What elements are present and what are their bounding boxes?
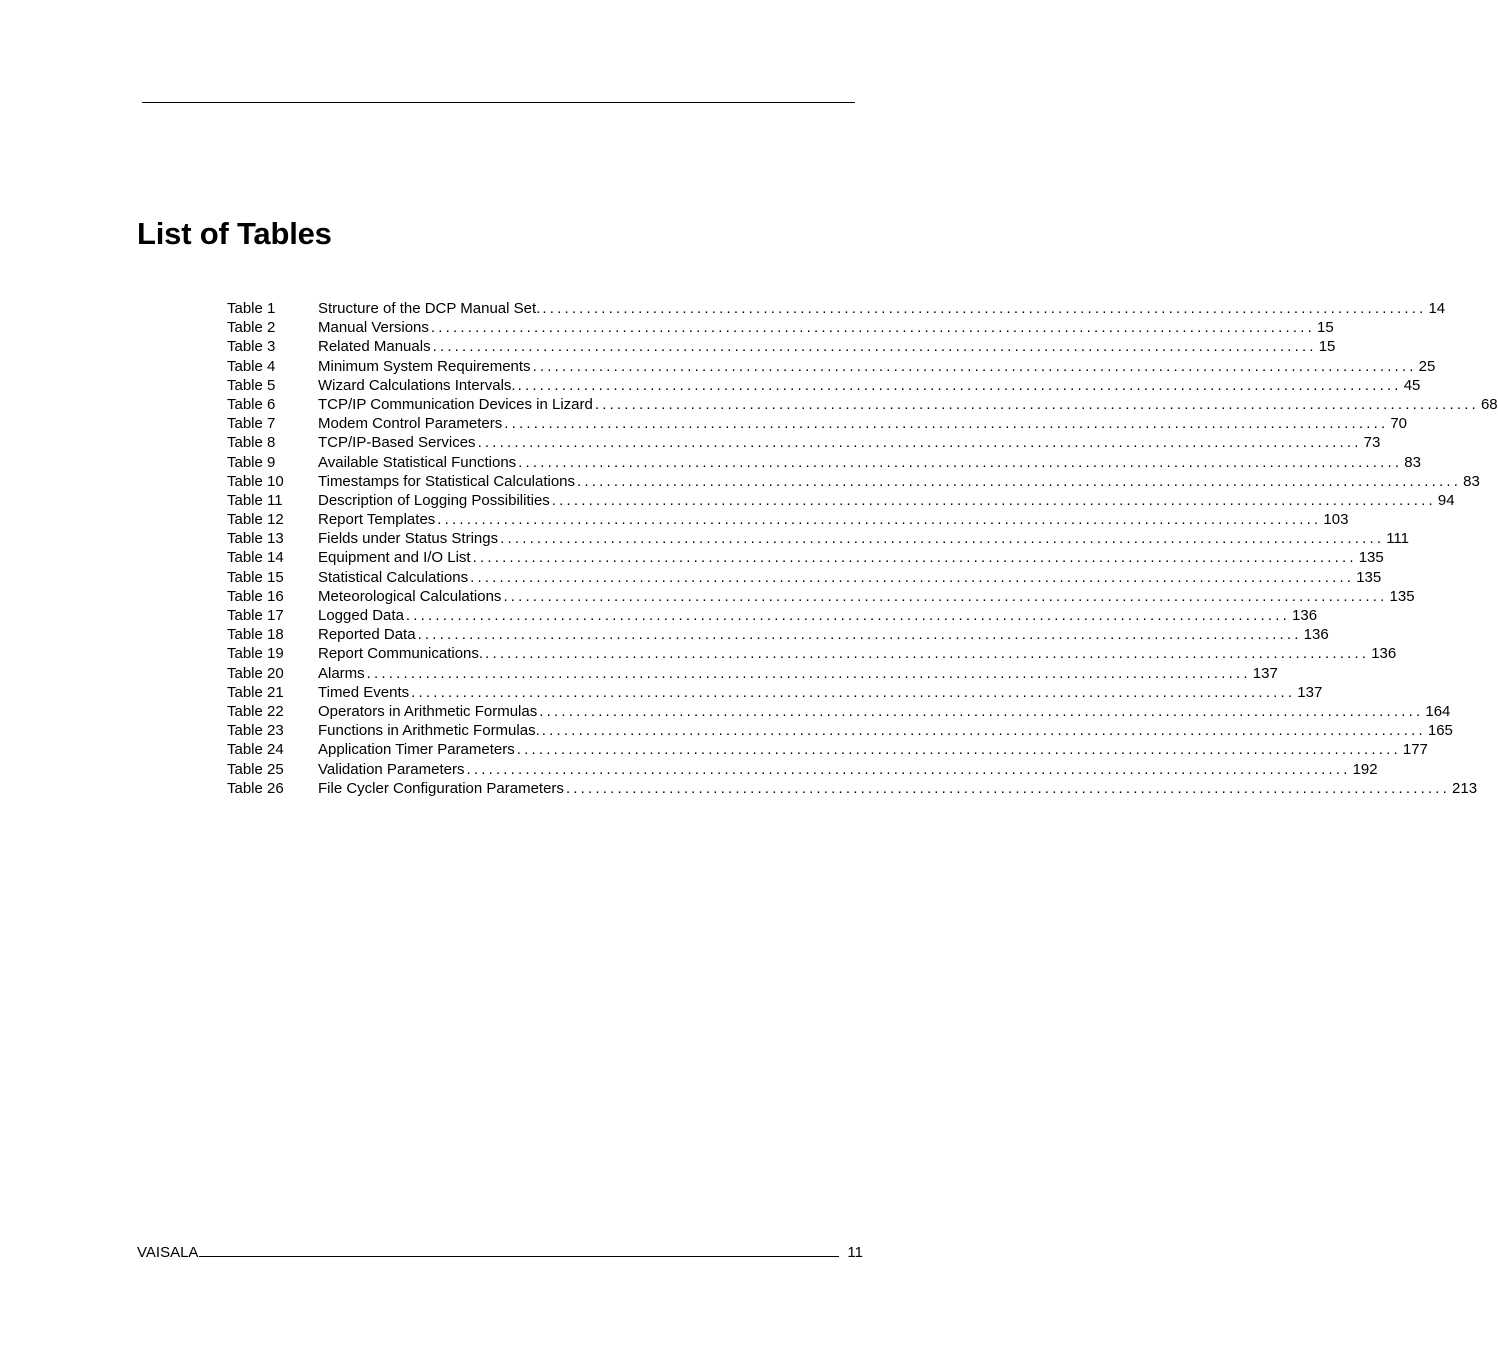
toc-entry-page: 213 [1452,779,1478,797]
table-of-contents [227,299,1498,798]
toc-entry-title: Timed Events [318,683,410,701]
footer-brand: VAISALA [137,1244,199,1261]
toc-entry-label: Table 16 [227,587,284,605]
toc-entry-page: 73 [1363,434,1381,452]
toc-dot-leader: ........................................................................................................................ [430,319,1316,337]
toc-dot-leader: ........................................................................................................................ [366,664,1251,682]
toc-entry[interactable] [227,318,1334,337]
toc-entry-page: 111 [1386,530,1410,548]
toc-entry[interactable] [227,587,1415,606]
header-rule [142,102,855,103]
toc-entry-label: Table 14 [227,549,284,567]
toc-entry-title: Manual Versions [318,319,429,337]
toc-entry[interactable] [227,337,1336,356]
toc-entry-title: TCP/IP-Based Services [318,434,476,452]
toc-entry-page: 135 [1358,549,1384,567]
toc-entry-page: 165 [1427,722,1453,740]
toc-dot-leader: ........................................................................................................................ [518,453,1403,471]
toc-entry[interactable] [227,644,1397,663]
toc-entry[interactable] [227,606,1318,625]
toc-entry-label: Table 3 [227,338,276,356]
toc-entry-label: Table 6 [227,395,276,413]
toc-entry[interactable] [227,702,1451,721]
toc-entry-label: Table 13 [227,530,284,548]
toc-entry-page: 83 [1463,472,1480,490]
toc-entry-page: 135 [1356,568,1382,586]
toc-entry-page: 94 [1437,491,1455,509]
toc-dot-leader: ........................................................................................................................ [539,702,1424,720]
toc-dot-leader: ........................................................................................................................ [594,395,1479,413]
toc-entry-title: Operators in Arithmetic Formulas [318,702,538,720]
toc-entry-label: Table 1 [227,300,276,317]
toc-entry-label: Table 10 [227,472,284,490]
toc-dot-leader: ........................................................................................................................ [565,779,1451,797]
toc-entry[interactable] [227,510,1349,529]
toc-dot-leader: ........................................................................................................................ [432,338,1317,356]
toc-entry-title: Modem Control Parameters [318,415,503,433]
toc-entry[interactable] [227,433,1381,452]
page-number: 11 [847,1244,863,1261]
toc-entry-title: Statistical Calculations [318,568,469,586]
toc-entry[interactable] [227,721,1453,740]
toc-entry-page: 70 [1390,415,1408,433]
toc-entry-page: 137 [1252,664,1278,682]
toc-entry-page: 103 [1323,511,1349,529]
toc-entry-title: Report Communications. [318,645,484,663]
toc-entry-title: Available Statistical Functions [318,453,517,471]
toc-entry-label: Table 11 [227,491,283,509]
toc-entry[interactable] [227,491,1455,510]
toc-entry-page: 25 [1418,357,1436,375]
toc-entry-page: 136 [1292,607,1318,624]
toc-entry-title: Fields under Status Strings [318,530,499,548]
toc-entry-page: 135 [1389,587,1415,605]
toc-entry-label: Table 12 [227,511,284,529]
toc-entry-label: Table 17 [227,607,284,624]
toc-entry[interactable] [227,376,1421,395]
page-title: List of Tables [137,216,332,251]
toc-dot-leader: ........................................................................................................................ [500,530,1385,548]
toc-entry-title: Related Manuals [318,338,431,356]
toc-entry-page: 83 [1404,453,1421,471]
toc-dot-leader: ........................................................................................................................ [417,626,1302,644]
toc-entry-title: Structure of the DCP Manual Set. [318,300,541,317]
toc-entry-label: Table 24 [227,741,284,759]
toc-entry-label: Table 9 [227,453,276,471]
toc-entry[interactable] [227,760,1378,779]
toc-dot-leader: ........................................................................................................................ [517,376,1402,394]
toc-dot-leader: ........................................................................................................................ [485,645,1370,663]
footer-rule [199,1242,839,1257]
toc-dot-leader: ........................................................................................................................ [477,434,1362,452]
toc-entry-page: 14 [1428,300,1446,317]
toc-entry-label: Table 15 [227,568,284,586]
toc-entry-page: 68 [1480,395,1498,413]
toc-entry-page: 136 [1371,645,1397,663]
toc-entry[interactable] [227,357,1436,376]
toc-entry-title: Logged Data [318,607,404,624]
toc-entry-title: Report Templates [318,511,436,529]
toc-entry-label: Table 2 [227,319,276,337]
toc-dot-leader: ........................................................................................................................ [437,511,1322,529]
toc-entry-title: Reported Data [318,626,416,644]
toc-entry-title: TCP/IP Communication Devices in Lizard [318,395,593,413]
page-footer [137,1242,863,1261]
toc-entry[interactable] [227,740,1428,759]
toc-dot-leader: ........................................................................................................................ [470,568,1355,586]
toc-entry-title: Equipment and I/O List [318,549,471,567]
toc-entry-title: Application Timer Parameters [318,741,515,759]
toc-dot-leader: ........................................................................................................................ [577,472,1462,490]
toc-dot-leader: ........................................................................................................................ [411,683,1296,701]
toc-entry[interactable] [227,472,1480,491]
toc-entry-title: File Cycler Configuration Parameters [318,779,564,797]
toc-entry-page: 164 [1425,702,1451,720]
toc-entry-title: Meteorological Calculations [318,587,502,605]
toc-entry-label: Table 20 [227,664,284,682]
toc-dot-leader: ........................................................................................................................ [542,300,1427,317]
toc-dot-leader: ........................................................................................................................ [503,587,1388,605]
toc-entry-page: 192 [1352,760,1378,778]
toc-entry[interactable] [227,568,1382,587]
toc-entry-label: Table 21 [227,683,284,701]
toc-entry[interactable] [227,779,1478,798]
toc-entry-title: Minimum System Requirements [318,357,531,375]
toc-dot-leader: ........................................................................................................................ [551,491,1436,509]
toc-dot-leader: ........................................................................................................................ [532,357,1417,375]
toc-entry-page: 137 [1297,683,1323,701]
toc-entry-label: Table 8 [227,434,276,452]
toc-entry-label: Table 23 [227,722,284,740]
toc-entry-page: 15 [1317,319,1334,337]
toc-dot-leader: ........................................................................................................................ [405,607,1291,624]
toc-entry-title: Validation Parameters [318,760,465,778]
toc-entry[interactable] [227,529,1410,548]
toc-entry-title: Wizard Calculations Intervals. [318,376,516,394]
toc-entry[interactable] [227,414,1408,433]
toc-entry[interactable] [227,625,1329,644]
toc-entry-label: Table 22 [227,702,284,720]
toc-entry-title: Functions in Arithmetic Formulas. [318,722,540,740]
toc-entry[interactable] [227,664,1278,683]
toc-dot-leader: ........................................................................................................................ [504,415,1389,433]
toc-entry[interactable] [227,299,1446,318]
toc-entry[interactable] [227,395,1498,414]
toc-entry-page: 136 [1303,626,1329,644]
toc-entry-label: Table 18 [227,626,284,644]
toc-dot-leader: ........................................................................................................................ [541,722,1426,740]
toc-entry-label: Table 7 [227,415,276,433]
toc-entry-page: 45 [1403,376,1421,394]
toc-entry-label: Table 4 [227,357,276,375]
toc-dot-leader: ........................................................................................................................ [516,741,1401,759]
toc-dot-leader: ........................................................................................................................ [466,760,1351,778]
toc-entry-page: 15 [1318,338,1336,356]
toc-entry-title: Timestamps for Statistical Calculations [318,472,576,490]
toc-entry[interactable] [227,548,1384,567]
toc-dot-leader: ........................................................................................................................ [472,549,1357,567]
toc-entry[interactable] [227,683,1323,702]
toc-entry-title: Description of Logging Possibilities [318,491,550,509]
toc-entry-label: Table 19 [227,645,284,663]
toc-entry[interactable] [227,453,1421,472]
toc-entry-title: Alarms [318,664,365,682]
toc-entry-label: Table 26 [227,779,284,797]
toc-entry-page: 177 [1402,741,1428,759]
toc-entry-label: Table 25 [227,760,284,778]
toc-entry-label: Table 5 [227,376,276,394]
